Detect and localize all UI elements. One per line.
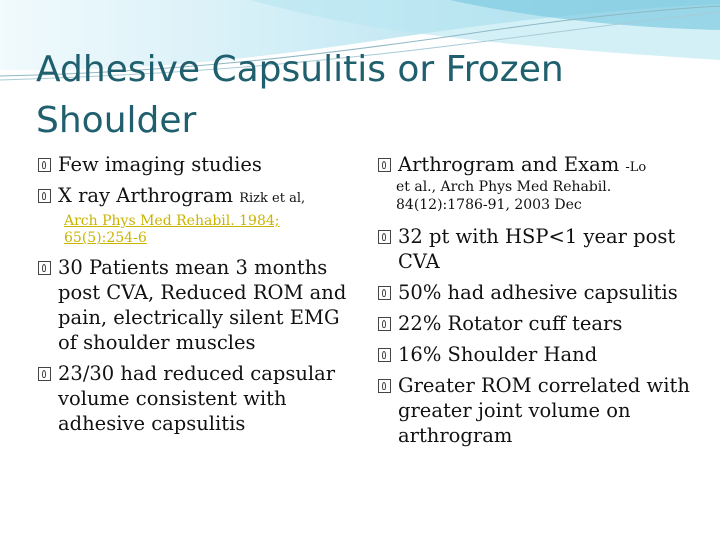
bullet-32-pt [376, 224, 692, 274]
bullet-icon [378, 317, 391, 331]
bullet-text: Greater ROM correlated with greater joint volume on arthrogram [398, 374, 690, 447]
bullet-text: 32 pt with HSP<1 year post CVA [398, 225, 676, 273]
bullet-30-patients [36, 255, 356, 355]
bullet-text: 23/30 had reduced capsular volume consistent with adhesive capsulitis [58, 362, 336, 435]
bullet-icon [378, 158, 391, 172]
bullet-50-percent [376, 280, 692, 305]
bullet-icon [38, 158, 51, 172]
bullet-few-imaging [36, 152, 356, 177]
bullet-icon [38, 367, 51, 381]
left-column [36, 152, 356, 442]
citation-lo: et al., Arch Phys Med Rehabil. 84(12):1786-91, 2003 Dec [396, 179, 612, 213]
bullet-xray-arthrogram [36, 183, 356, 211]
bullet-16-percent [376, 342, 692, 367]
bullet-text: X ray Arthrogram [58, 184, 234, 207]
bullet-22-percent [376, 311, 692, 336]
citation-author: -Lo [625, 160, 647, 175]
citation-link-rizk[interactable]: Arch Phys Med Rehabil. 1984; 65(5):254-6 [64, 213, 280, 246]
bullet-text: Few imaging studies [58, 153, 262, 176]
bullet-arthrogram-exam [376, 152, 692, 180]
bullet-icon [378, 230, 391, 244]
bullet-text: Arthrogram and Exam [398, 153, 620, 176]
bullet-text: 16% Shoulder Hand [398, 343, 598, 366]
bullet-greater-rom [376, 373, 692, 448]
bullet-text: 22% Rotator cuff tears [398, 312, 623, 335]
bullet-icon [378, 348, 391, 362]
slide-title: Adhesive Capsulitis or Frozen Shoulder [36, 49, 564, 141]
bullet-icon [378, 379, 391, 393]
bullet-23-of-30 [36, 361, 356, 436]
bullet-icon [378, 286, 391, 300]
bullet-text: 50% had adhesive capsulitis [398, 281, 678, 304]
bullet-icon [38, 261, 51, 275]
citation-author: Rizk et al, [239, 191, 306, 206]
bullet-icon [38, 189, 51, 203]
bullet-text: 30 Patients mean 3 months post CVA, Reduced ROM and pain, electrically silent EMG of shoulder muscles [58, 256, 347, 354]
right-column [376, 152, 692, 454]
